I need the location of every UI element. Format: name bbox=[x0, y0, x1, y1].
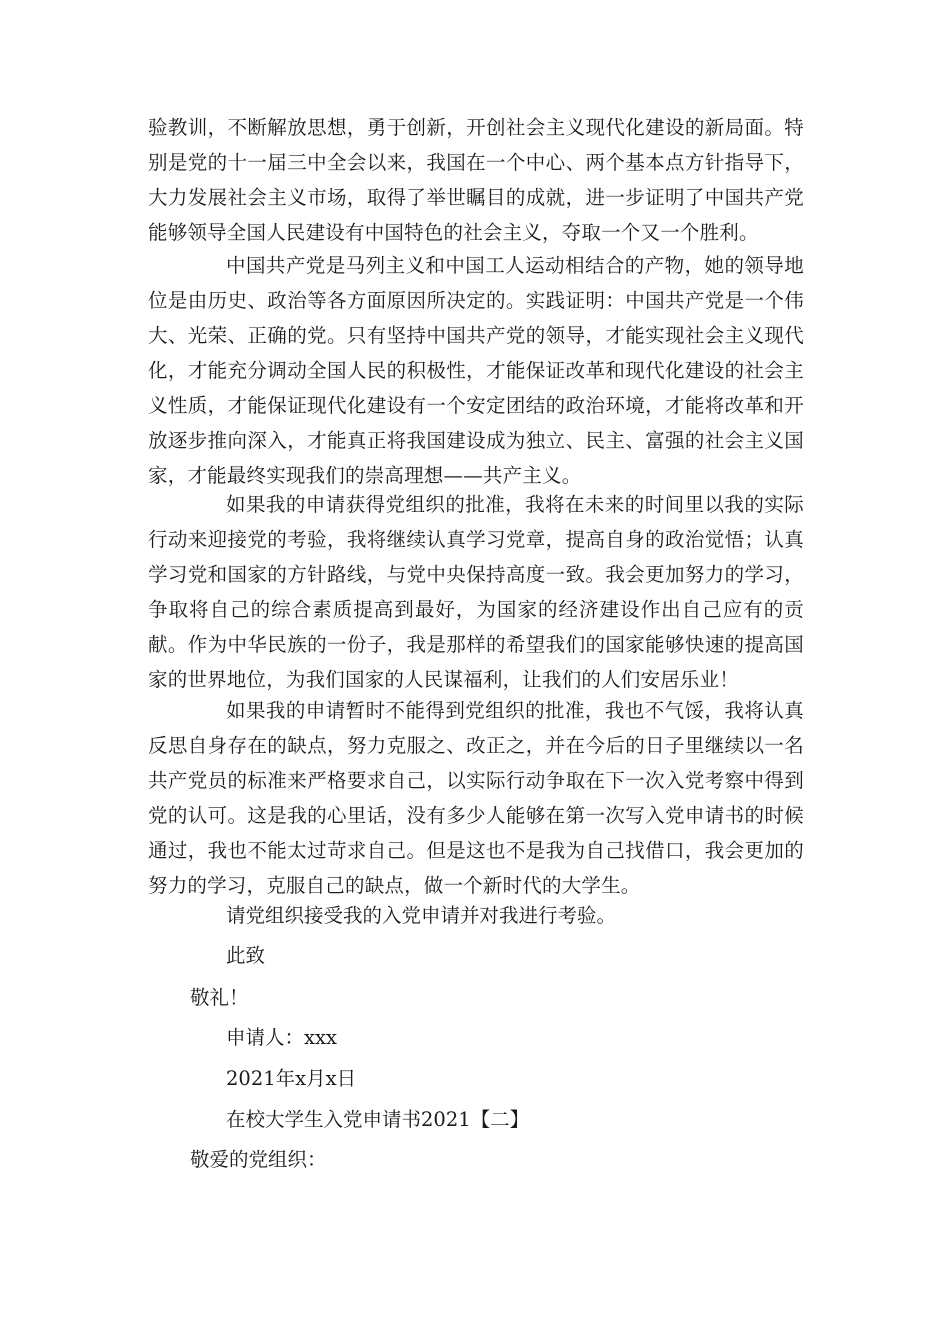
next-letter-title: 在校大学生入党申请书2021【二】 bbox=[226, 1108, 530, 1131]
salutation-jingli: 敬礼！ bbox=[190, 986, 249, 1009]
applicant-name: 申请人：xxx bbox=[226, 1026, 337, 1049]
next-letter-greeting: 敬爱的党组织： bbox=[190, 1148, 327, 1171]
application-date: 2021年x月x日 bbox=[226, 1067, 357, 1090]
paragraph-1: 验教训，不断解放思想，勇于创新，开创社会主义现代化建设的新局面。特别是党的十一届三中全会以来，我国在一个中心、两个基本点方针指导下，大力发展社会主义市场，取得了举世瞩目的成就，进一步证明了中国共产党能够领导全国人民建设有中国特色的社会主义，夺取一个又一个胜利。 bbox=[148, 116, 804, 244]
paragraph-4: 如果我的申请暂时不能得到党组织的批准，我也不气馁，我将认真反思自身存在的缺点，努力克服之、改正之，并在今后的日子里继续以一名共产党员的标准来严格要求自己，以实际行动争取在下一次入党考察中得到党的认可。这是我的心里话，没有多少人能够在第一次写入党申请书的时候通过，我也不能太过苛求自己。但是这也不是我为自己找借口，我会更加的努力的学习，克服自己的缺点，做一个新时代的大学生。 bbox=[148, 699, 804, 897]
salutation-cizhi: 此致 bbox=[226, 944, 266, 967]
closing-request: 请党组织接受我的入党申请并对我进行考验。 bbox=[226, 904, 617, 927]
paragraph-3: 如果我的申请获得党组织的批准，我将在未来的时间里以我的实际行动来迎接党的考验，我将继续认真学习党章，提高自身的政治觉悟；认真学习党和国家的方针路线，与党中央保持高度一致。我会更加努力的学习，争取将自己的综合素质提高到最好，为国家的经济建设作出自己应有的贡献。作为中华民族的一份子，我是那样的希望我们的国家能够快速的提高国家的世界地位，为我们国家的人民谋福利，让我们的人们安居乐业！ bbox=[148, 493, 804, 691]
paragraph-2: 中国共产党是马列主义和中国工人运动相结合的产物，她的领导地位是由历史、政治等各方面原因所决定的。实践证明：中国共产党是一个伟大、光荣、正确的党。只有坚持中国共产党的领导，才能实现社会主义现代化，才能充分调动全国人民的积极性，才能保证改革和现代化建设的社会主义性质，才能保证现代化建设有一个安定团结的政治环境，才能将改革和开放逐步推向深入，才能真正将我国建设成为独立、民主、富强的社会主义国家，才能最终实现我们的崇高理想——共产主义。 bbox=[148, 254, 804, 487]
